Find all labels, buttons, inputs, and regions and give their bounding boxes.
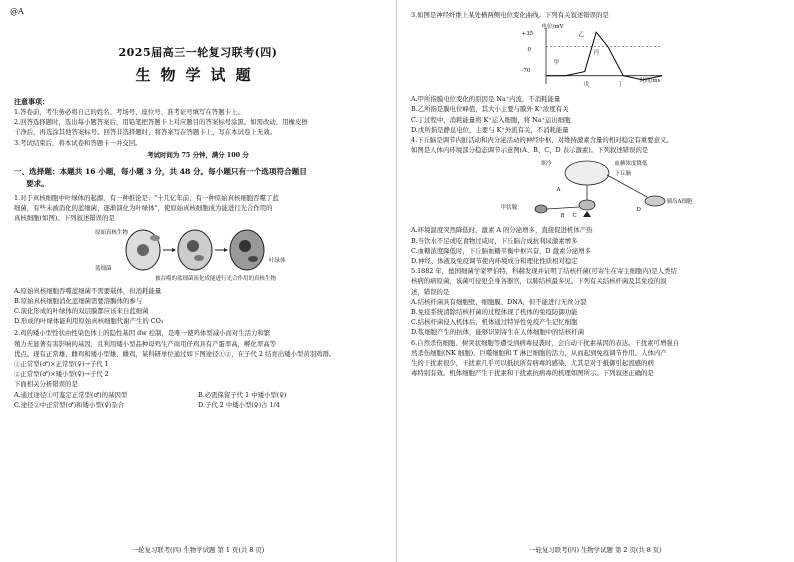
thyroid-shape: [535, 205, 547, 213]
letter-b: B: [560, 213, 565, 220]
cross-1: ①正常型(♂)×正常型(♀)→子代 1: [14, 360, 109, 369]
notice-heading: 注意事项：: [14, 97, 49, 106]
point-bing: 丙: [593, 50, 600, 57]
letter-a: A: [556, 187, 561, 194]
q4-option-b: B.当饮水不足或吃食物过咸时，下丘脑合成抗利尿激素增多: [411, 236, 578, 245]
q3-option-d: D.戊所指是静息电位，主要与 K⁺外流有关，不消耗能量: [411, 125, 569, 134]
figure-action-potential: [522, 22, 672, 92]
section-heading-cont: 要求。: [26, 179, 49, 189]
arrow-to-thyroid: [547, 207, 579, 209]
cyanobacterium: [150, 235, 160, 241]
time-line: 考试时间为 75 分钟，满分 100 分: [147, 150, 249, 159]
q4-option-c: C.血糖浓度降低时，下丘脑血糖平衡中枢兴奋，D 激素分泌增多: [411, 246, 592, 255]
section-heading: 一、选择题：本题共 16 小题，每小题 3 分，共 48 分。每小题只有一个选项符合题目: [14, 167, 307, 177]
q1-option-c: C.演化形成的叶绿体的双层膜都应该来自蓝细菌: [14, 307, 149, 316]
q3-option-b: B.乙所指是膜电位峰值，其大小主要与膜外 K⁺浓度有关: [411, 105, 569, 114]
engulfed-cyano: [194, 255, 204, 261]
q2-line-1: 2.鸡的矮小型性状由性染色体上的隐性基因 dw 控制，是唯一使鸡体型减小而对生活力和繁: [14, 329, 271, 338]
q2-option-d: D.子代 2 中矮小型(♀)占 1/4: [198, 400, 280, 409]
q1-line-3: 真核细胞(如图)。下列叙述错误的是: [14, 214, 115, 223]
x-axis-label: 时间/ms: [639, 78, 661, 85]
q4-line-1: 4.下丘脑是调节内脏活动和内分泌活动的神经中枢，对维持激素含量的相对稳定有重要意义。: [411, 136, 673, 145]
figure-chloroplast-origin: [93, 226, 303, 284]
y-tick-minus70: -70: [521, 68, 531, 75]
point-wu: 戊: [583, 82, 590, 89]
q2-options-row-2: [14, 400, 382, 410]
q4-line-2: 如图是人体内环境部分稳态调节示意图(A、B、C、D 表示激素)。下列叙述错误的是: [411, 146, 649, 155]
point-jia: 甲: [553, 60, 560, 67]
q1-line-1: 1.对于真核细胞中叶绿体的起源，有一种推论是："十几亿年前，有一种原始真核细胞吞噬了蓝: [14, 194, 279, 203]
q2-option-a: A.通过途径①可鉴定正常型(♂)的基因型: [14, 390, 128, 399]
notice-1: 1.答卷前，考生务必将自己的姓名、考场号、座位号、准考证号填写在答题卡上。: [14, 108, 244, 116]
chloroplast-shape: [248, 256, 258, 262]
figure-homeostasis: [497, 157, 697, 223]
label-hypothalamus: 下丘脑: [614, 171, 632, 178]
q5-option-a: A.结核杆菌具有细胞壁、细胞膜、DNA，但不能进行无丝分裂: [411, 297, 587, 306]
y-tick-35: +35: [521, 31, 534, 38]
q5-option-c: C.结核杆菌侵入机体后，机体通过特异性免疫产生记忆细胞: [411, 318, 578, 327]
q5-line-1: 5.1882 年，德国细菌学家罗伯特，科赫发现并证明了结核杆菌(可寄生在寄主细胞内)是人类结: [411, 267, 677, 276]
notice-2-cont: 干净后，再选涂其他答案标号。回答非选择题时，将答案写在答题卡上，写在本试卷上无效。: [14, 128, 277, 137]
letter-c: C: [572, 213, 577, 220]
y-axis-label: 电位/mV: [541, 24, 564, 31]
q3-option-a: A.甲所指膜电位变化的原因是 Na⁺内流，不消耗能量: [411, 95, 561, 104]
q1-option-b: B.原始真核细胞消化蓝细菌需要溶酶体的参与: [14, 296, 143, 305]
host-nucleus-3: [239, 240, 251, 252]
exam-title: 2025届高三一轮复习联考(四): [118, 46, 278, 59]
q5-option-b: B.免疫系统清除结核杆菌的过程体现了机体的免疫防御功能: [411, 308, 578, 317]
footer-left: 一轮复习联考(四) 生物学试题 第 1 页(共 8 页): [131, 546, 265, 554]
notice-2: 2.回答选择题时，选出每小题答案后，用铅笔把答题卡上对应题目的答案标号涂黑。如需改动，用橡皮擦: [14, 118, 308, 127]
label-thyroid: 甲状腺: [500, 205, 518, 212]
y-tick-0: 0: [527, 47, 531, 54]
q2-options-row-1: [14, 390, 382, 400]
footer-right: 一轮复习联考(四) 生物学试题 第 2 页(共 8 页): [529, 546, 662, 554]
q5-option-d: D.浆细胞产生的抗体，能够识别寄生在人体细胞中的结核杆菌: [411, 328, 585, 337]
organ-marker: [583, 211, 591, 217]
islet-shape: [645, 196, 665, 206]
page-right: [397, 0, 794, 562]
potential-curve: [546, 32, 662, 80]
label-islet: 胰岛A细胞: [666, 199, 693, 206]
point-yi: 乙: [578, 32, 585, 39]
point-ding: 丁: [617, 82, 624, 89]
hypothalamus-shape: [565, 161, 609, 185]
q6-line-1: 6.自然杀伤细胞、树突状细胞等遭受到病毒侵袭时，会自动干扰素基因的表达。干扰素可增强自: [411, 338, 680, 347]
letter-d: D: [636, 207, 641, 214]
label-cyano: 蓝细菌: [95, 265, 112, 272]
q1-option-a: A.原始真核细胞吞噬蓝细菌不需要载体，但消耗能量: [14, 286, 162, 295]
label-low-glucose: 血糖浓度降低: [614, 161, 648, 168]
q6-line-4: 毒特别有效。机体细胞产生干扰素和干扰素抗病毒的机理如图所示。下列叙述正确的是: [411, 369, 654, 378]
q4-option-d: D.神经、体液及免疫调节使内环境成分和理化性质相对稳定: [411, 257, 578, 266]
label-host: 原始真核生物: [95, 229, 129, 236]
q6-line-3: 生的干扰素很少，干扰素几乎可以抵抗所有病毒的感染，尤其是对于抵御引起流感的病: [411, 359, 654, 368]
q2-line-3: 优点。现有正常雄、雌鸡和矮小型雄、雌鸡，某科研单位通过如下图途径①②，在子代 2 结育出矮小型黄羽鸡群。: [14, 349, 336, 358]
q2-option-b: B.必需保留子代 1 中矮小型(♀): [198, 390, 287, 399]
label-chloroplast: 叶绿体: [269, 257, 286, 264]
host-nucleus-1: [137, 244, 149, 256]
host-nucleus-2: [187, 240, 199, 252]
q1-option-d: D.形成的叶绿体能利用原始真核细胞代谢产生的 CO₂: [14, 317, 164, 326]
label-cold: 寒冷: [540, 161, 552, 168]
q5-line-2: 核病的病原菌，该菌可侵犯全身各器官，以肺结核最多见。下列有关结核杆菌及其免疫的叙: [411, 277, 667, 286]
q4-option-a: A.环境温度突然降低时，激素 A 的分泌增多，直接促进机体产热: [411, 226, 593, 235]
q2-option-c: C.途径②中正常型(♂)和矮小型(♀)杂合: [14, 400, 125, 409]
q5-line-3: 述，错误的是: [411, 287, 450, 296]
pituitary-shape: [579, 200, 595, 210]
q2-stem: 下面相关分析错误的是: [14, 380, 78, 389]
homeostasis-diagram: [497, 157, 697, 223]
figure-caption: 被吞噬的蓝细菌演化成能进行光合作用的真核生物: [155, 275, 277, 282]
q1-line-2: 细菌，有些未被消化的蓝细菌，逐渐演化为叶绿体"，使原始真核细胞成为能进行光合作用的: [14, 204, 273, 213]
arrow-to-islet: [607, 175, 647, 197]
subject-title: 生物学试题: [135, 66, 261, 84]
notice-3: 3.考试结束后，将本试卷和答题卡一并交回。: [14, 138, 142, 147]
brand-logo: @A: [10, 7, 24, 16]
q2-line-2: 殖力无显著有害影响的基因，且利用矮小型品种母鸡生产商用仔鸡具有产蛋率高，孵化率高等: [14, 339, 277, 348]
q6-line-2: 然杀伤细胞(NK 细胞)、巨噬细胞和 T 淋巴细胞的活力，从而起到免疫调节作用。人体内产: [411, 348, 667, 357]
cross-2: ②正常型(♂)×矮小型(♀)→子代 2: [14, 370, 109, 379]
q3-stem: 3.如图是神经纤维上某处横两侧电位变化曲线。下列有关叙述错误的是: [411, 11, 609, 19]
q3-option-c: C.丁过程中，消耗能量将 K⁺运入细胞，将 Na⁺运出细胞: [411, 115, 571, 124]
